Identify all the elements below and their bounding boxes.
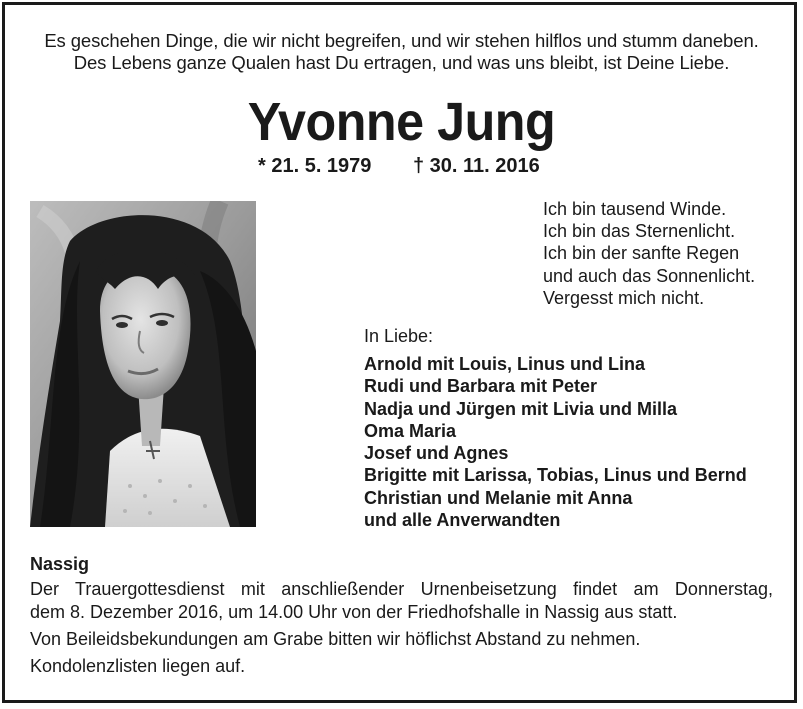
mourner-entry: Josef und Agnes: [364, 443, 509, 464]
poem-line: und auch das Sonnenlicht.: [543, 265, 756, 286]
mourner-entry: Nadja und Jürgen mit Livia und Milla: [364, 398, 678, 419]
service-info-line-2: dem 8. Dezember 2016, um 14.00 Uhr von der Friedhofshalle in Nassig aus statt.: [30, 602, 678, 622]
poem-line: Vergesst mich nicht.: [543, 287, 705, 308]
portrait-photo: [30, 201, 256, 527]
service-info-line-1: Der Trauergottesdienst mit anschließender Urnenbeisetzung findet am Donnerstag,: [30, 579, 773, 599]
mourner-entry: Arnold mit Louis, Linus und Lina: [364, 354, 645, 374]
condolence-lists-note: Kondolenzlisten liegen auf.: [30, 656, 246, 676]
poem-line: Ich bin tausend Winde.: [543, 199, 727, 219]
poem-line: Ich bin der sanfte Regen: [543, 243, 740, 264]
deceased-name: Yvonne Jung: [247, 92, 556, 152]
quote-line-2: Des Lebens ganze Qualen hast Du ertragen, und was uns bleibt, ist Deine Liebe.: [73, 52, 730, 73]
mourners-intro: In Liebe:: [364, 326, 434, 346]
mourner-entry: Brigitte mit Larissa, Tobias, Linus und Bernd: [364, 465, 747, 486]
death-date: † 30. 11. 2016: [413, 155, 540, 177]
portrait-image: [30, 201, 256, 527]
place-name: Nassig: [30, 554, 90, 574]
quote-line-1: Es geschehen Dinge, die wir nicht begreifen, und wir stehen hilflos und stumm daneben.: [44, 30, 759, 51]
mourners-list: [364, 353, 747, 531]
poem: [543, 198, 755, 309]
birth-date: * 21. 5. 1979: [258, 155, 372, 177]
mourner-entry: Oma Maria: [364, 420, 457, 441]
mourner-entry: Rudi und Barbara mit Peter: [364, 376, 598, 397]
poem-line: Ich bin das Sternenlicht.: [543, 221, 736, 242]
mourner-entry: Christian und Melanie mit Anna: [364, 487, 633, 508]
condolence-note: Von Beileidsbekundungen am Grabe bitten wir höflichst Abstand zu nehmen.: [30, 629, 641, 649]
mourner-entry: und alle Anverwandten: [364, 510, 561, 531]
